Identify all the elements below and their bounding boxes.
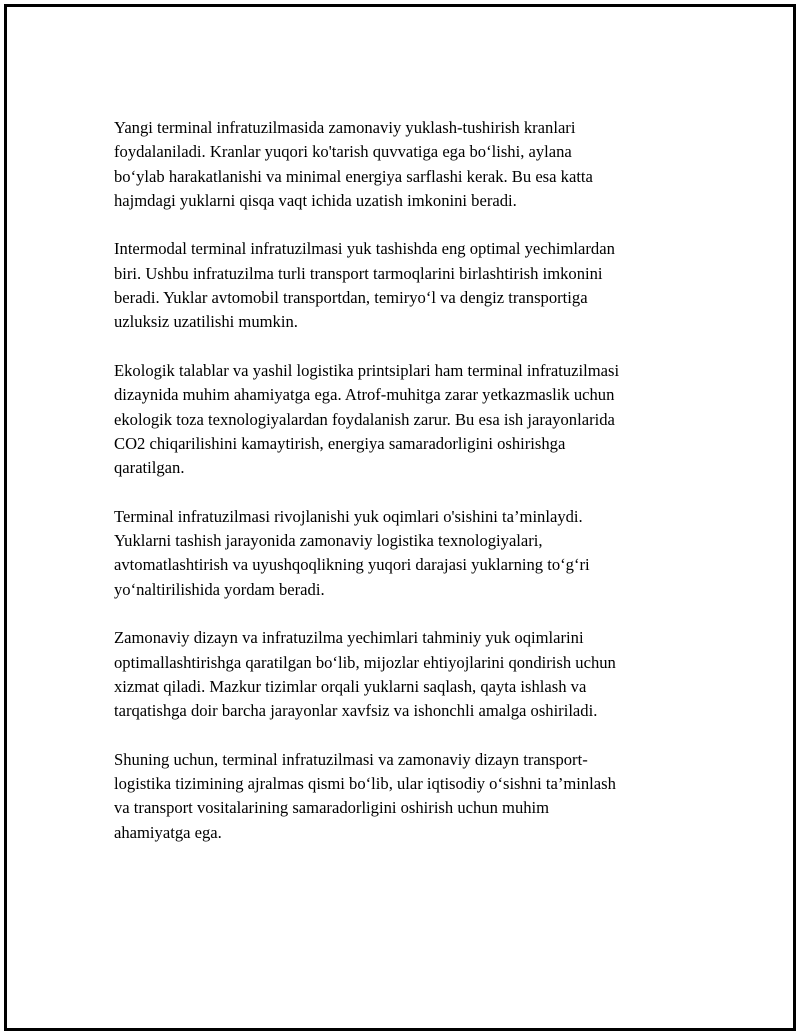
text-line: ekologik toza texnologiyalardan foydalanish zarur. Bu esa ish jarayonlarida bbox=[114, 409, 615, 429]
text-line: bo‘ylab harakatlanishi va minimal energiya sarflashi kerak. Bu esa katta bbox=[114, 166, 593, 186]
text-line: va transport vositalarining samaradorligini oshirish uchun muhim bbox=[114, 798, 550, 818]
paragraph-development bbox=[114, 505, 684, 602]
text-line: yo‘naltirilishida yordam beradi. bbox=[114, 579, 325, 599]
text-line: Terminal infratuzilmasi rivojlanishi yuk oqimlari o'sishini ta’minlaydi. bbox=[114, 506, 583, 526]
text-line: Ekologik talablar va yashil logistika printsiplari ham terminal infratuzilmasi bbox=[114, 360, 620, 380]
text-line: logistika tizimining ajralmas qismi bo‘lib, ular iqtisodiy o‘sishni ta’minlash bbox=[114, 774, 616, 794]
paragraph-modern-design bbox=[114, 626, 684, 723]
paragraph-ecology bbox=[114, 359, 684, 480]
text-line: qaratilgan. bbox=[114, 458, 185, 478]
text-line: CO2 chiqarilishini kamaytirish, energiya samaradorligini oshirishga bbox=[114, 433, 566, 453]
text-line: avtomatlashtirish va uyushqoqlikning yuqori darajasi yuklarning to‘g‘ri bbox=[114, 555, 590, 575]
text-line: optimallashtirishga qaratilgan bo‘lib, mijozlar ehtiyojlarini qondirish uchun bbox=[114, 652, 616, 672]
paragraph-cranes bbox=[114, 116, 684, 213]
text-line: uzluksiz uzatilishi mumkin. bbox=[114, 312, 298, 332]
text-line: ahamiyatga ega. bbox=[114, 822, 222, 842]
text-line: beradi. Yuklar avtomobil transportdan, temiryo‘l va dengiz transportiga bbox=[114, 288, 588, 308]
text-line: hajmdagi yuklarni qisqa vaqt ichida uzatish imkonini beradi. bbox=[114, 190, 517, 210]
text-line: dizaynida muhim ahamiyatga ega. Atrof-muhitga zarar yetkazmaslik uchun bbox=[114, 385, 615, 405]
text-line: Yangi terminal infratuzilmasida zamonaviy yuklash-tushirish kranlari bbox=[114, 118, 576, 137]
text-line: Zamonaviy dizayn va infratuzilma yechimlari tahminiy yuk oqimlarini bbox=[114, 628, 584, 648]
text-line: tarqatishga doir barcha jarayonlar xavfsiz va ishonchli amalga oshiriladi. bbox=[114, 701, 598, 721]
text-line: foydalaniladi. Kranlar yuqori ko'tarish quvvatiga ega bo‘lishi, aylana bbox=[114, 142, 572, 162]
text-line: biri. Ushbu infratuzilma turli transport tarmoqlarini birlashtirish imkonini bbox=[114, 263, 603, 283]
paragraph-intermodal bbox=[114, 237, 684, 334]
text-line: Shuning uchun, terminal infratuzilmasi va zamonaviy dizayn transport- bbox=[114, 749, 588, 769]
text-line: xizmat qiladi. Mazkur tizimlar orqali yuklarni saqlash, qayta ishlash va bbox=[114, 676, 587, 696]
text-line: Yuklarni tashish jarayonida zamonaviy logistika texnologiyalari, bbox=[114, 531, 543, 551]
document-body bbox=[114, 116, 684, 869]
text-line: Intermodal terminal infratuzilmasi yuk tashishda eng optimal yechimlardan bbox=[114, 239, 615, 259]
paragraph-conclusion bbox=[114, 748, 684, 845]
